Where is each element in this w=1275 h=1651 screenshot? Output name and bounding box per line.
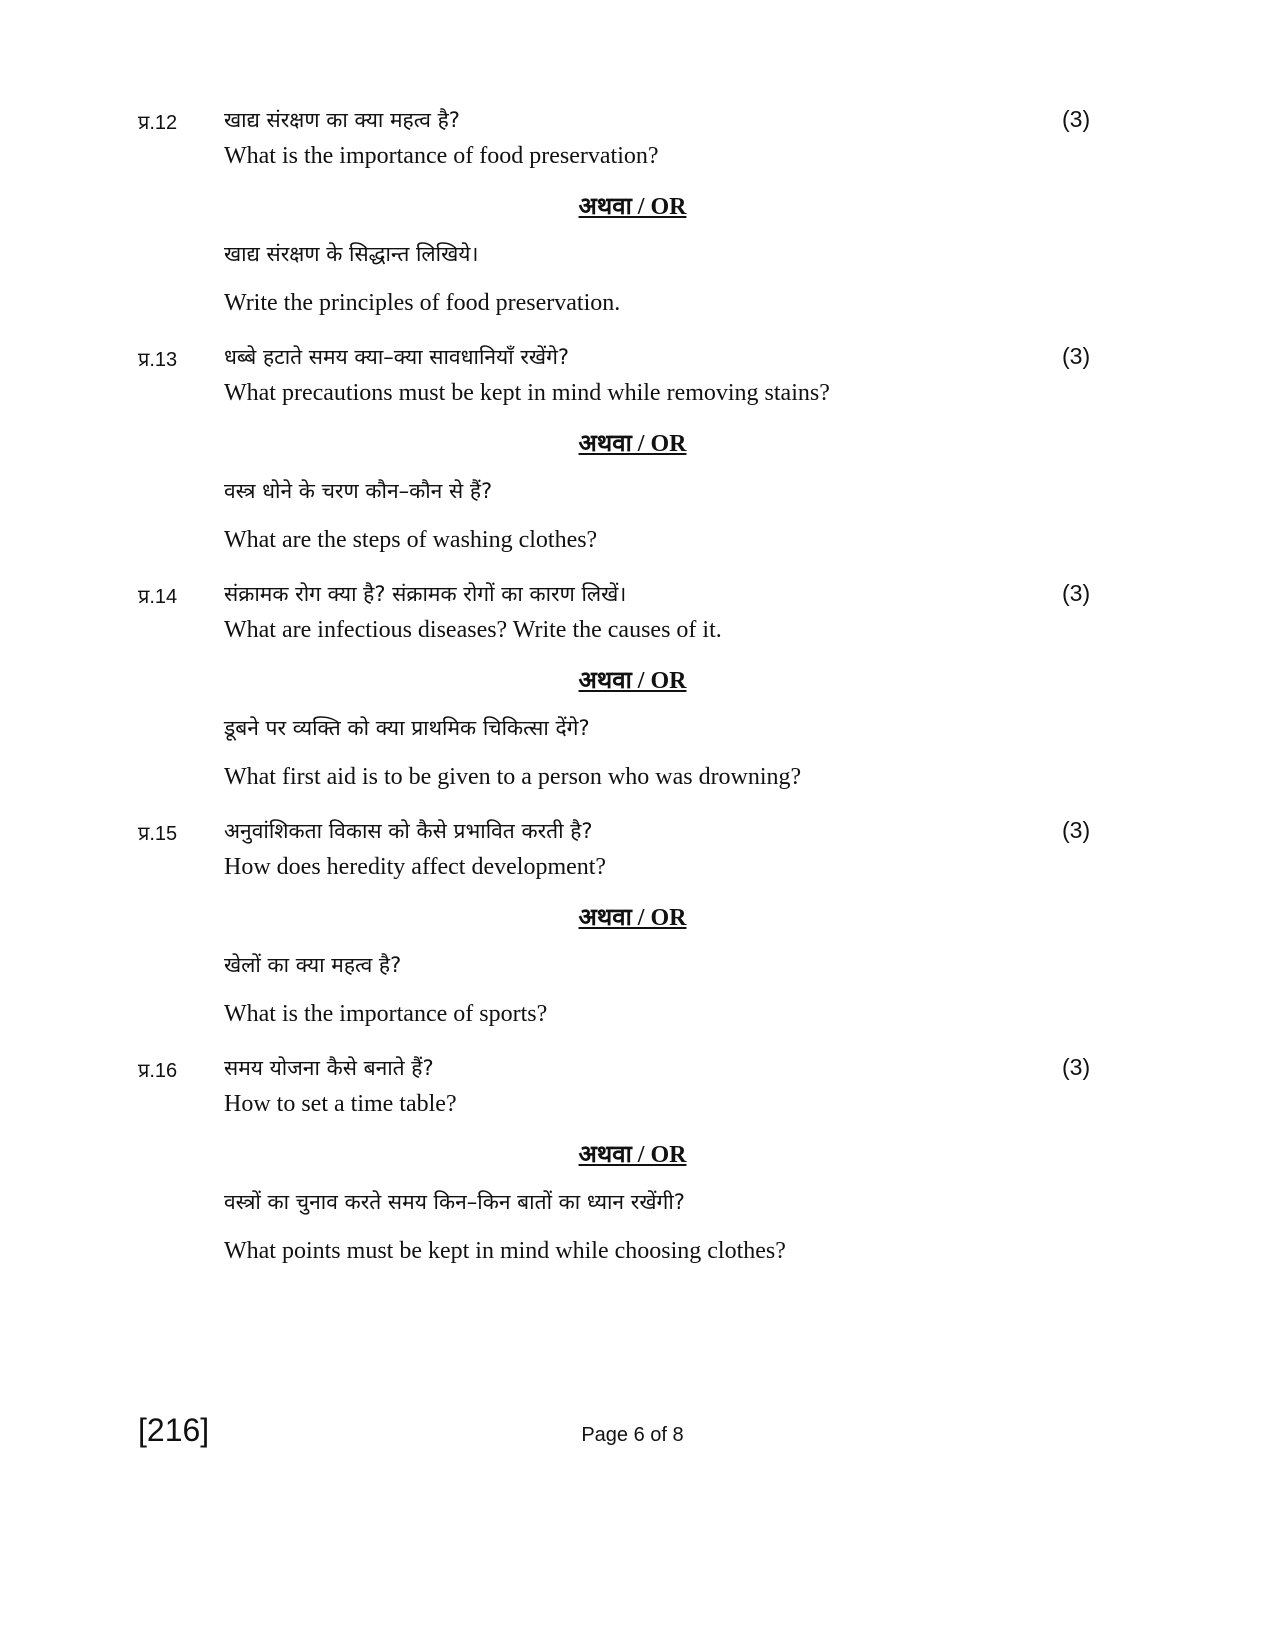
alternative-question-english: What points must be kept in mind while choosing clothes? (224, 1238, 786, 1264)
question-text-english: What are infectious diseases? Write the causes of it. (224, 617, 722, 643)
alternative-question-hindi: खेलों का क्या महत्व है? (224, 953, 402, 977)
or-separator: अथवा / OR (578, 668, 687, 694)
question-marks: (3) (1062, 817, 1091, 843)
alternative-question-hindi: डूबने पर व्यक्ति को क्या प्राथमिक चिकित्सा देंगे? (224, 716, 590, 740)
question-text-hindi: खाद्य संरक्षण का क्या महत्व है? (224, 108, 460, 132)
alternative-question-english: What first aid is to be given to a person who was drowning? (224, 764, 802, 790)
paper-code: [216] (138, 1412, 210, 1448)
alternative-question-hindi: वस्त्र धोने के चरण कौन–कौन से हैं? (224, 479, 493, 503)
or-separator: अथवा / OR (578, 431, 687, 457)
question-text-hindi: धब्बे हटाते समय क्या–क्या सावधानियाँ रखेंगे? (224, 345, 570, 369)
or-separator: अथवा / OR (578, 905, 687, 931)
question-text-hindi: संक्रामक रोग क्या है? संक्रामक रोगों का कारण लिखें। (224, 582, 627, 606)
question-number: प्र.12 (138, 112, 178, 134)
alternative-question-hindi: वस्त्रों का चुनाव करते समय किन–किन बातों का ध्यान रखेंगी? (224, 1190, 685, 1214)
alternative-question-english: What is the importance of sports? (224, 1001, 548, 1027)
question-text-english: How does heredity affect development? (224, 854, 607, 880)
alternative-question-hindi: खाद्य संरक्षण के सिद्धान्त लिखिये। (224, 242, 479, 266)
question-text-english: What precautions must be kept in mind while removing stains? (224, 380, 830, 406)
question-marks: (3) (1062, 343, 1091, 369)
or-separator: अथवा / OR (578, 1142, 687, 1168)
question-marks: (3) (1062, 106, 1091, 132)
question-number: प्र.13 (138, 349, 178, 371)
question-number: प्र.14 (138, 586, 178, 608)
question-text-hindi: अनुवांशिकता विकास को कैसे प्रभावित करती है? (224, 819, 593, 843)
question-marks: (3) (1062, 1054, 1091, 1080)
page-number: Page 6 of 8 (581, 1424, 684, 1446)
or-separator: अथवा / OR (578, 194, 687, 220)
question-text-english: How to set a time table? (224, 1091, 457, 1117)
question-number: प्र.15 (138, 823, 178, 845)
question-text-english: What is the importance of food preservation? (224, 143, 659, 169)
question-number: प्र.16 (138, 1060, 178, 1082)
alternative-question-english: What are the steps of washing clothes? (224, 527, 598, 553)
alternative-question-english: Write the principles of food preservation. (224, 290, 621, 316)
question-marks: (3) (1062, 580, 1091, 606)
question-text-hindi: समय योजना कैसे बनाते हैं? (224, 1056, 434, 1080)
